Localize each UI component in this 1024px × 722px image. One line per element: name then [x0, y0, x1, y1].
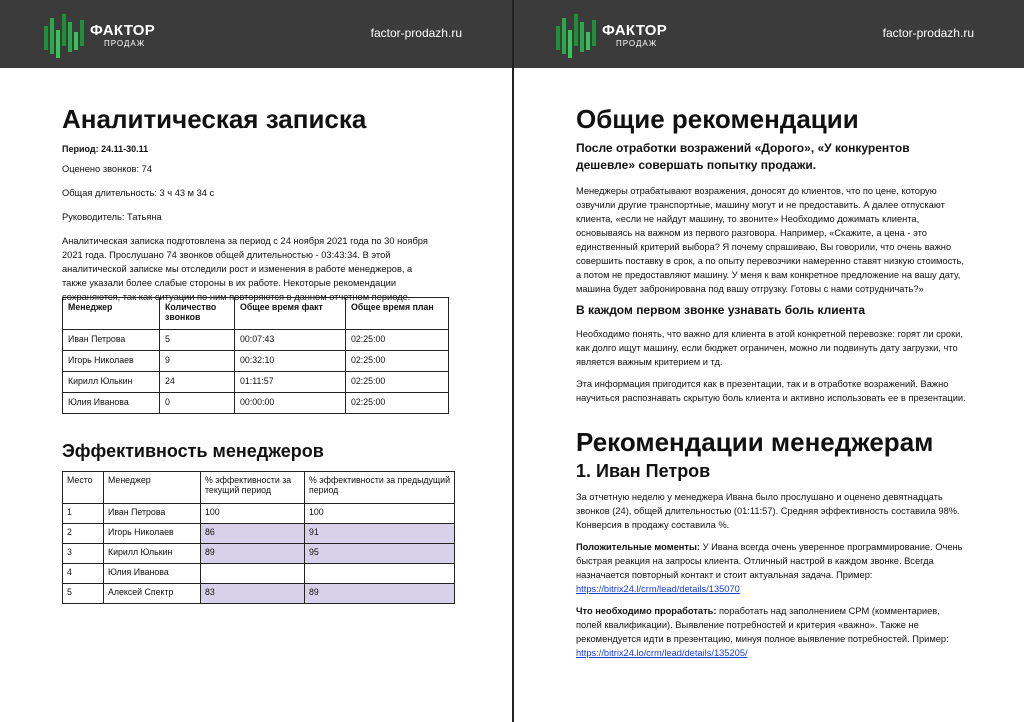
site-url[interactable]: factor-prodazh.ru — [370, 26, 462, 40]
table-header: Количество звонков — [160, 298, 235, 330]
table-cell: 9 — [160, 351, 235, 372]
table-cell: 4 — [63, 564, 104, 584]
table-cell: Алексей Спектр — [104, 584, 201, 604]
table-cell: 00:32:10 — [235, 351, 346, 372]
table-cell: 89 — [305, 584, 455, 604]
improve-example-link[interactable]: https://bitrix24.lo/crm/lead/details/135205/ — [576, 648, 748, 658]
table-row — [63, 564, 455, 584]
section-title: Общие рекомендации — [576, 104, 859, 134]
manager-title: 1. Иван Петров — [576, 461, 711, 481]
table-cell: Кирилл Юлькин — [63, 372, 160, 393]
paragraph: За отчетную неделю у менеджера Ивана было прослушано и оценено девятнадцать звонков (24), общей длительностью (01:11:57). Средняя эффективность составила 98%. Конверсия в продажу составила %. — [576, 492, 960, 530]
page-header — [512, 0, 1024, 68]
right-page — [512, 0, 1024, 722]
logo-subtitle: ПРОДАЖ — [104, 38, 146, 48]
table-cell: Игорь Николаев — [104, 524, 201, 544]
table-header: Менеджер — [104, 472, 201, 504]
table-header: Менеджер — [63, 298, 160, 330]
calls-table — [62, 297, 449, 414]
left-content — [62, 104, 470, 304]
table-cell: 24 — [160, 372, 235, 393]
table-cell: 01:11:57 — [235, 372, 346, 393]
efficiency-title: Эффективность менеджеров — [62, 441, 324, 461]
logo-bars-icon — [554, 12, 598, 58]
table-cell: 1 — [63, 504, 104, 524]
table-row — [63, 372, 449, 393]
positive-example-link[interactable]: https://bitrix24.l/crm/lead/details/135070 — [576, 584, 740, 594]
table-cell: 00:00:00 — [235, 393, 346, 414]
page-divider — [512, 0, 514, 722]
calls-text: Оценено звонков: 74 — [62, 164, 153, 174]
improve-text: поработать над заполнением CPM (комментариев, полей квалификации). Выявление потребностей и критерия «важно». Также не рекомендуется идти в презентацию, минуя полное выявление потребностей. Пример: — [576, 606, 949, 644]
positive-text: У Ивана всегда очень уверенное программирование. Очень быстрая реакция на запросы клиента. Отличный настрой в каждом звонке. Всегда назначается повторный контакт и стоит актуальная задача. Пример: — [576, 542, 963, 580]
table-header: % эффективности за предыдущий период — [305, 472, 455, 504]
paragraph: Менеджеры отрабатывают возражения, доносят до клиентов, что по цене, которую озвучили другие транспортные, машину могут и не предоставить. А далее отпускают клиента, «если не найдут машину, то звоните» Необходимо дожимать клиента, основываясь на важном из первого разговора. Например, «Скажите, а цена - это единственный критерий выбора? Я почему спрашиваю, Вы говорили, что очень важно совершить поставку в срок, а по опыту перевозчики намеренно ставят низкую стоимость, а потом не предоставляют машину. У меня к вам конкретное предложение на вашу дату, машина будет забронирована под вашу отгрузку. Готовы с нами сотрудничать?» — [576, 186, 964, 294]
table-cell: 02:25:00 — [346, 393, 449, 414]
table-cell: 5 — [63, 584, 104, 604]
table-cell: 02:25:00 — [346, 372, 449, 393]
logo-title: ФАКТОР — [90, 21, 156, 39]
positive-label: Положительные моменты: — [576, 542, 700, 552]
table-cell: 3 — [63, 544, 104, 564]
table-cell: Юлия Иванова — [63, 393, 160, 414]
paragraph: Эта информация пригодится как в презентации, так и в отработке возражений. Важно научиться распознавать скрытую боль клиента и активно использовать ее в презентации. — [576, 379, 966, 403]
table-cell: 86 — [201, 524, 305, 544]
table-cell: Кирилл Юлькин — [104, 544, 201, 564]
logo — [554, 12, 667, 58]
paragraph: Необходимо понять, что важно для клиента в этой конкретной перевозке: горят ли сроки, как долго ищут машину, если бюджет ограничен, можно ли подвинуть дату загрузки, что является важным критерием и тд. — [576, 329, 963, 367]
table-cell: 83 — [201, 584, 305, 604]
table-cell: 100 — [305, 504, 455, 524]
subsection-title: В каждом первом звонке узнавать боль клиента — [576, 303, 866, 317]
table-header: Общее время факт — [235, 298, 346, 330]
table-cell: 100 — [201, 504, 305, 524]
table-header: Место — [63, 472, 104, 504]
table-cell: 02:25:00 — [346, 330, 449, 351]
table-row — [63, 584, 455, 604]
table-cell: 5 — [160, 330, 235, 351]
table-cell: 0 — [160, 393, 235, 414]
table-cell: 95 — [305, 544, 455, 564]
table-cell: Игорь Николаев — [63, 351, 160, 372]
table-header: Общее время план — [346, 298, 449, 330]
improve-paragraph — [576, 604, 968, 660]
table-row — [63, 393, 449, 414]
table-cell — [305, 564, 455, 584]
right-content — [576, 104, 968, 660]
table-cell: Юлия Иванова — [104, 564, 201, 584]
table-row — [63, 544, 455, 564]
table-row — [63, 504, 455, 524]
table-cell: 89 — [201, 544, 305, 564]
table-cell: 91 — [305, 524, 455, 544]
table-header: % эффективности за текущий период — [201, 472, 305, 504]
logo-bars-icon — [42, 12, 86, 58]
logo-subtitle: ПРОДАЖ — [616, 38, 658, 48]
efficiency-table — [62, 471, 455, 604]
table-cell: Иван Петрова — [104, 504, 201, 524]
table-row — [63, 524, 455, 544]
logo-title: ФАКТОР — [602, 21, 668, 39]
table-cell: 00:07:43 — [235, 330, 346, 351]
table-cell — [201, 564, 305, 584]
logo — [42, 12, 155, 58]
table-row — [63, 330, 449, 351]
site-url[interactable]: factor-prodazh.ru — [882, 26, 974, 40]
table-row — [63, 351, 449, 372]
duration-text: Общая длительность: 3 ч 43 м 34 с — [62, 188, 215, 198]
table-cell: Иван Петрова — [63, 330, 160, 351]
manager-text: Руководитель: Татьяна — [62, 212, 162, 222]
recommendations-title: Рекомендации менеджерам — [576, 427, 934, 457]
table-cell: 2 — [63, 524, 104, 544]
intro-paragraph: Аналитическая записка подготовлена за период с 24 ноября 2021 года по 30 ноября 2021 года. Прослушано 74 звонков общей длительностью - 03:43:34. В этой аналитической записке мы отследили рост и изменения в работе менеджеров, а также указали более слабые стороны в их работе. Некоторые рекомендации сохраняются, так как ситуации по ним повторяются в данном отчетном периоде. — [62, 236, 428, 302]
page-title: Аналитическая записка — [62, 104, 367, 134]
section-subtitle: После отработки возражений «Дорого», «У конкурентов дешевле» совершать попытку продажи. — [576, 141, 910, 172]
period-text: Период: 24.11-30.11 — [62, 144, 149, 154]
improve-label: Что необходимо проработать: — [576, 606, 717, 616]
page-header — [0, 0, 512, 68]
positive-paragraph — [576, 540, 968, 596]
table-cell: 02:25:00 — [346, 351, 449, 372]
